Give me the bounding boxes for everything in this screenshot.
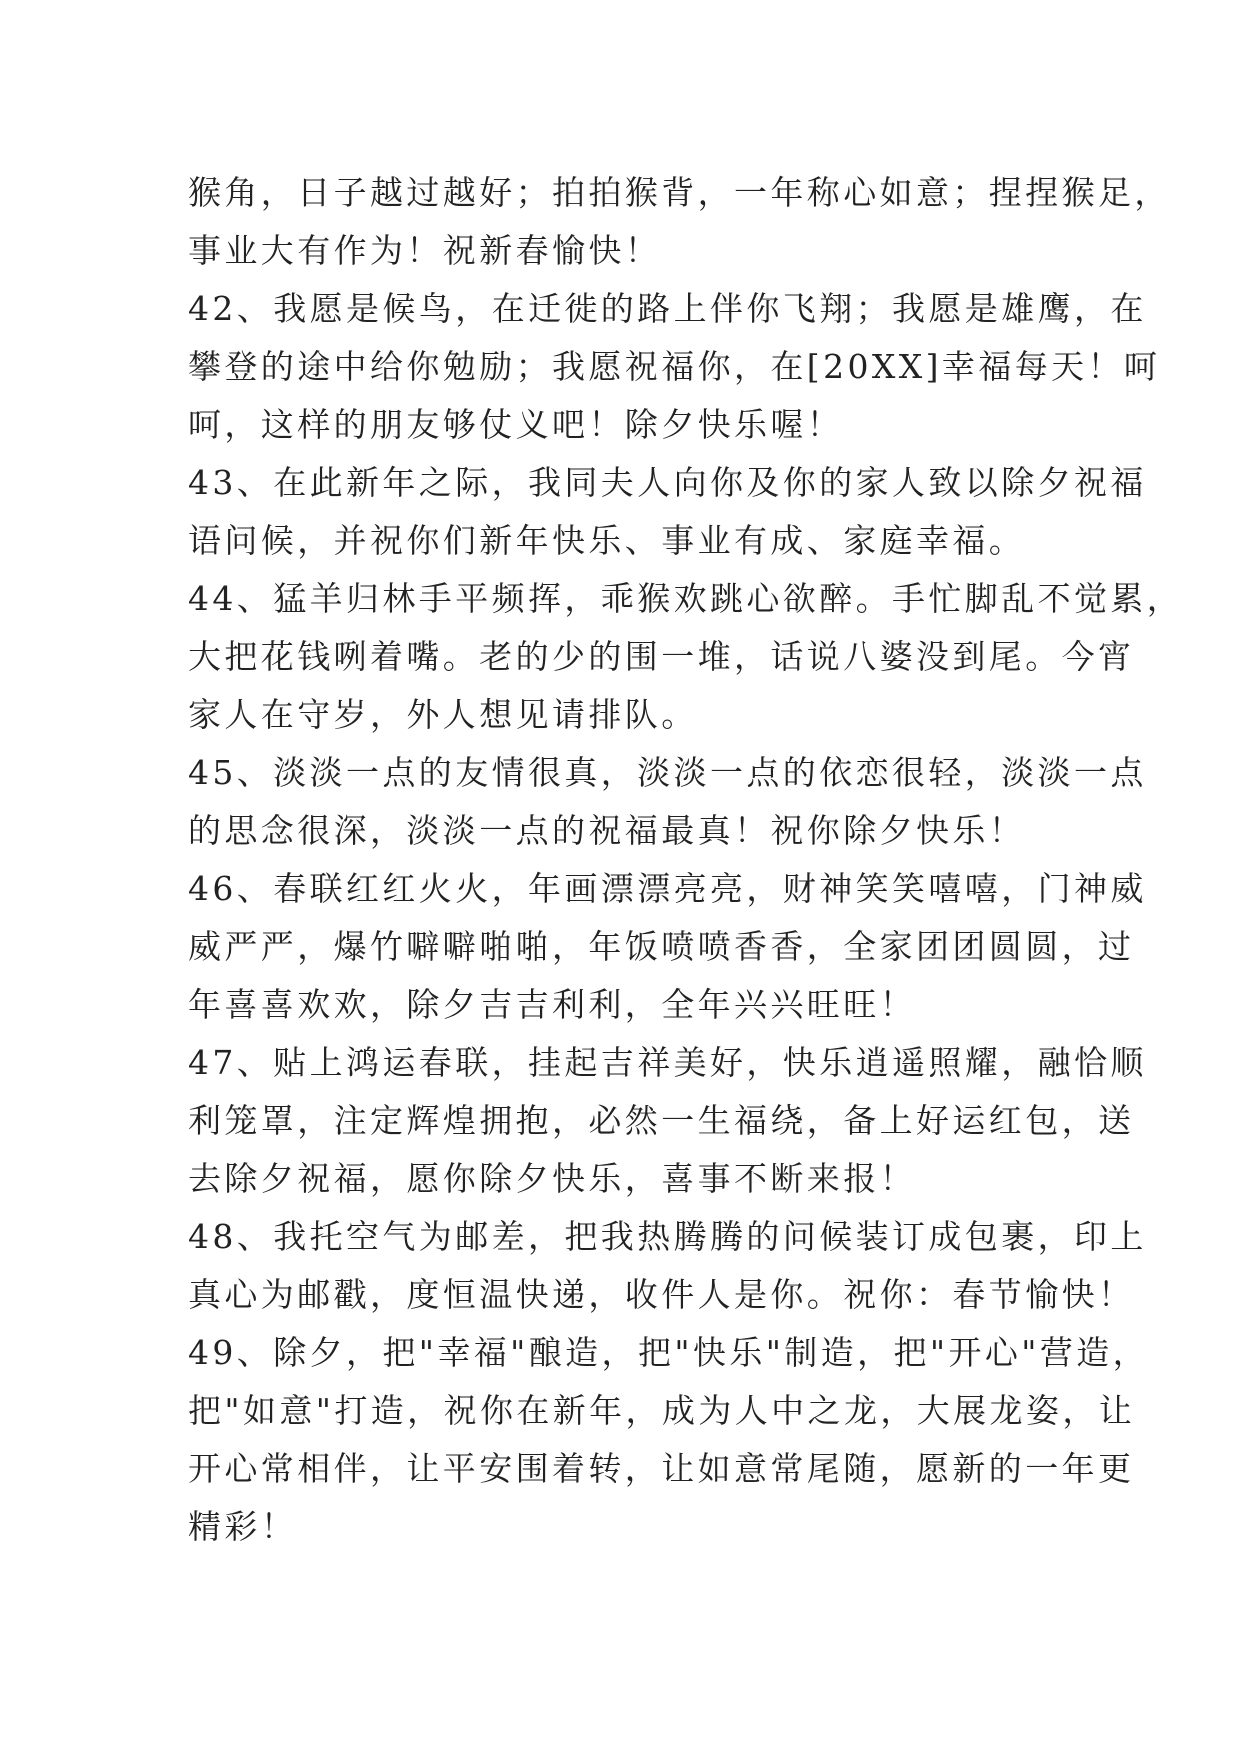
text-line: 真心为邮戳，度恒温快递，收件人是你。祝你：春节愉快！ xyxy=(188,1275,1135,1314)
text-line: 年喜喜欢欢，除夕吉吉利利，全年兴兴旺旺！ xyxy=(188,985,916,1024)
text-line: 的思念很深，淡淡一点的祝福最真！祝你除夕快乐！ xyxy=(188,811,1026,850)
text-line: 把"如意"打造，祝你在新年，成为人中之龙，大展龙姿，让 xyxy=(188,1391,1136,1430)
text-line: 48、我托空气为邮差，把我热腾腾的问候装订成包裹，印上 xyxy=(188,1217,1147,1256)
text-line: 事业大有作为！祝新春愉快！ xyxy=(188,231,662,270)
text-line: 42、我愿是候鸟，在迁徙的路上伴你飞翔；我愿是雄鹰，在 xyxy=(188,289,1147,328)
text-line: 语问候，并祝你们新年快乐、事业有成、家庭幸福。 xyxy=(188,521,1026,560)
text-line: 精彩！ xyxy=(188,1507,298,1546)
text-line: 去除夕祝福，愿你除夕快乐，喜事不断来报！ xyxy=(188,1159,916,1198)
text-line: 开心常相伴，让平安围着转，让如意常尾随，愿新的一年更 xyxy=(188,1449,1135,1488)
text-line: 攀登的途中给你勉励；我愿祝福你，在[20XX]幸福每天！呵 xyxy=(188,347,1161,386)
text-line: 大把花钱咧着嘴。老的少的围一堆，话说八婆没到尾。今宵 xyxy=(188,637,1135,676)
text-line: 47、贴上鸿运春联，挂起吉祥美好，快乐逍遥照耀，融恰顺 xyxy=(188,1043,1147,1082)
text-line: 利笼罩，注定辉煌拥抱，必然一生福绕，备上好运红包，送 xyxy=(188,1101,1135,1140)
text-line: 46、春联红红火火，年画漂漂亮亮，财神笑笑嘻嘻，门神威 xyxy=(188,869,1147,908)
text-line: 43、在此新年之际，我同夫人向你及你的家人致以除夕祝福 xyxy=(188,463,1147,502)
text-line: 45、淡淡一点的友情很真，淡淡一点的依恋很轻，淡淡一点 xyxy=(188,753,1147,792)
document-body xyxy=(188,164,1184,1556)
text-line: 家人在守岁，外人想见请排队。 xyxy=(188,695,698,734)
text-line: 威严严，爆竹噼噼啪啪，年饭喷喷香香，全家团团圆圆，过 xyxy=(188,927,1135,966)
text-line: 49、除夕，把"幸福"酿造，把"快乐"制造，把"开心"营造， xyxy=(188,1333,1150,1372)
text-line: 44、猛羊归林手平频挥，乖猴欢跳心欲醉。手忙脚乱不觉累， xyxy=(188,579,1184,618)
text-line: 猴角，日子越过越好；拍拍猴背，一年称心如意；捏捏猴足， xyxy=(188,173,1171,212)
text-line: 呵，这样的朋友够仗义吧！除夕快乐喔！ xyxy=(188,405,844,444)
